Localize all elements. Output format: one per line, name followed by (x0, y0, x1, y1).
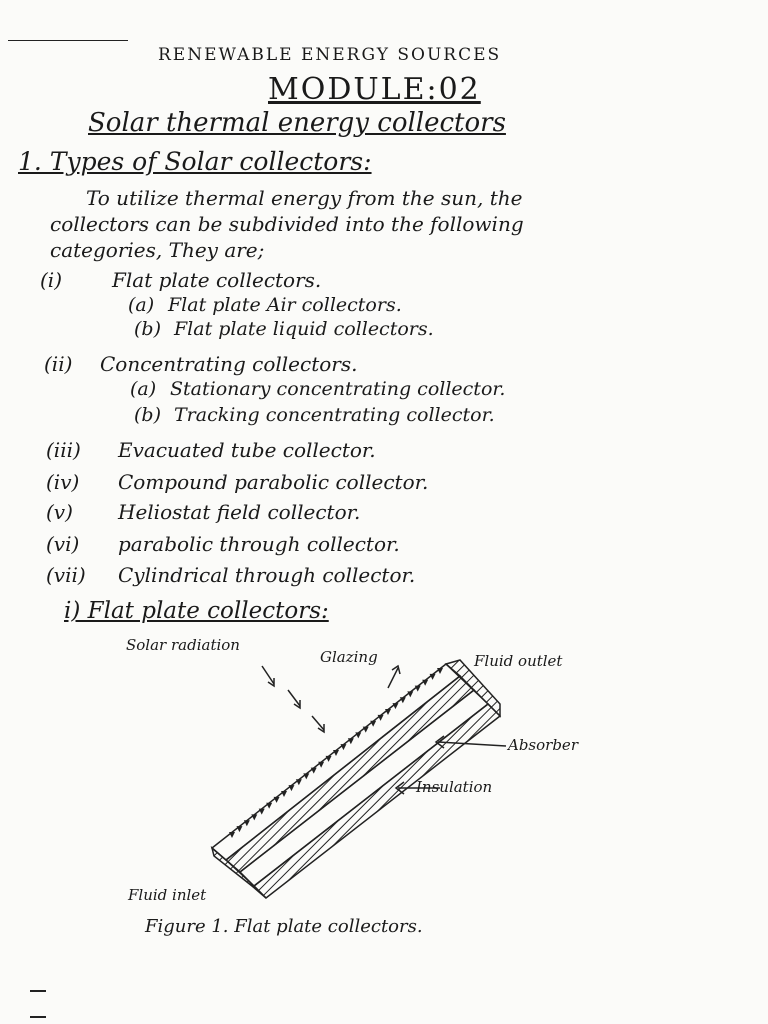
intro-line: To utilize thermal energy from the sun, the (86, 186, 523, 210)
page-title: Solar thermal energy collectors (88, 108, 506, 138)
absorber-label: Absorber (508, 736, 578, 754)
fluid-inlet-label: Fluid inlet (128, 886, 207, 904)
glazing-mark (259, 809, 265, 815)
list-item-label: Compound parabolic collector. (118, 470, 429, 494)
page-mark (30, 990, 46, 992)
list-item-number: (iii) (46, 438, 81, 462)
sub-item-number: (b) (134, 318, 161, 340)
radiation-arrows (262, 666, 324, 732)
list-item-label: Heliostat field collector. (118, 500, 361, 524)
figure-caption: Figure 1. Flat plate collectors. (145, 916, 423, 937)
glazing-mark (266, 803, 272, 809)
sub-item-number: (a) (128, 294, 155, 316)
lower-hatch-layer (254, 704, 500, 898)
list-item-label: Concentrating collectors. (100, 352, 358, 376)
list-item-label: Cylindrical through collector. (118, 563, 416, 587)
intro-line: categories, They are; (50, 238, 265, 262)
solar-radiation-label: Solar radiation (126, 636, 240, 654)
list-item-number: (vi) (46, 532, 80, 556)
section-heading: 1. Types of Solar collectors: (18, 147, 372, 176)
subsection-heading: i) Flat plate collectors: (64, 598, 329, 624)
sub-item-label: Tracking concentrating collector. (174, 404, 495, 426)
glazing-mark (244, 820, 250, 826)
sub-item-number: (a) (130, 378, 157, 400)
glazing-mark (251, 814, 257, 820)
module-heading: MODULE:02 (268, 72, 481, 107)
list-item-number: (i) (40, 268, 63, 292)
sub-item-label: Flat plate Air collectors. (168, 294, 402, 316)
course-title: RENEWABLE ENERGY SOURCES (158, 45, 502, 65)
list-item-number: (vii) (46, 563, 86, 587)
upper-hatch-layer (226, 676, 474, 872)
fluid-outlet-label: Fluid outlet (474, 652, 563, 670)
intro-line: collectors can be subdivided into the following (50, 212, 524, 236)
list-item-number: (v) (46, 500, 73, 524)
list-item-label: parabolic through collector. (118, 532, 400, 556)
glazing-label: Glazing (320, 648, 378, 666)
page-mark (30, 1016, 46, 1018)
sub-item-label: Flat plate liquid collectors. (174, 318, 434, 340)
glazing-mark (274, 797, 280, 803)
glazing-mark (281, 791, 287, 797)
sub-item-label: Stationary concentrating collector. (170, 378, 506, 400)
glazing-mark (229, 832, 235, 838)
list-item-label: Evacuated tube collector. (118, 438, 376, 462)
sub-item-number: (b) (134, 404, 161, 426)
list-item-number: (iv) (46, 470, 80, 494)
glazing-mark (236, 826, 242, 832)
insulation-label: Insulation (416, 778, 493, 796)
list-item-number: (ii) (44, 352, 73, 376)
list-item-label: Flat plate collectors. (112, 268, 322, 292)
glazing-marks (229, 668, 443, 838)
